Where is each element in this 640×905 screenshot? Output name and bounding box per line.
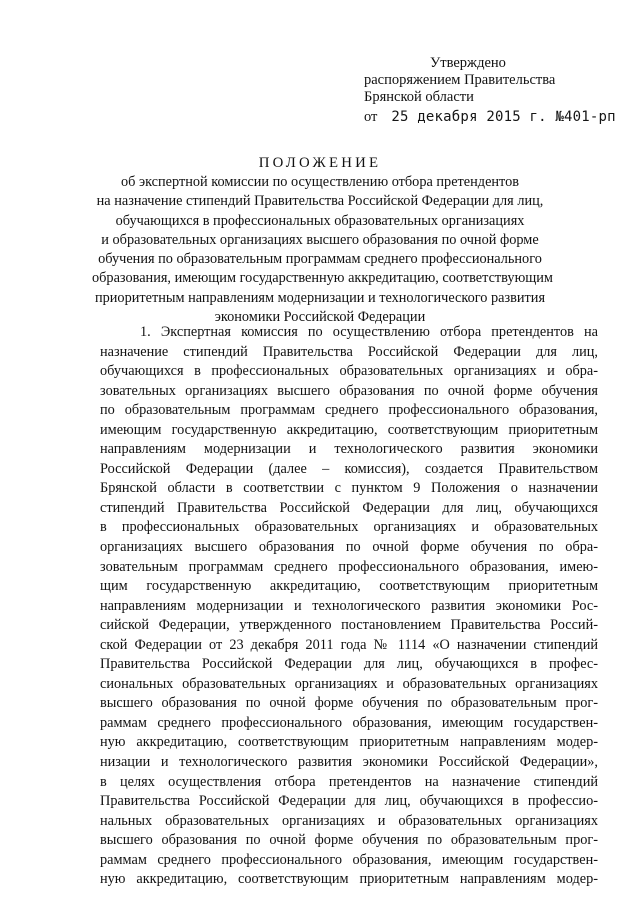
subtitle-line: обучающихся в профессиональных образовательных организациях <box>115 212 525 229</box>
approval-date-line <box>364 109 616 126</box>
body-line: назначение стипендий Правительства Российской Федерации для лиц, <box>100 343 598 360</box>
body-line: сийской Федерации, утвержденного постановлением Правительства Россий- <box>100 617 598 634</box>
body-line: 1. Экспертная комиссия по осуществлению отбора претендентов на <box>140 324 598 340</box>
body-line: Российской Федерации (далее – комиссия), создается Правительством <box>100 460 598 477</box>
approval-date-prefix: от <box>364 109 378 125</box>
body-line: направлениям модернизации и технологического развития экономики <box>100 441 598 458</box>
subtitle-line: на назначение стипендий Правительства Российской Федерации для лиц, <box>96 193 544 210</box>
body-line: щим государственную аккредитацию, соответствующим приоритетным <box>100 578 598 595</box>
subtitle-line: экономики Российской Федерации <box>214 309 426 326</box>
approval-line-region: Брянской области <box>364 89 474 105</box>
body-line: высшего образования по очной форме обучения по образовательным прог- <box>100 832 598 849</box>
body-line: ской Федерации от 23 декабря 2011 года № 1114 «О назначении стипендий <box>100 636 598 653</box>
approval-date-value: 25 декабря 2015 г. №401-рп <box>391 109 616 125</box>
body-line: нальных образовательных организациях и образовательных организациях <box>100 812 598 829</box>
body-line: направлениям модернизации и технологического развития экономики Рос- <box>100 597 598 614</box>
document-title: ПОЛОЖЕНИЕ <box>258 155 382 171</box>
body-line: в целях осуществления отбора претендентов на назначение стипендий <box>100 773 598 790</box>
body-line: в профессиональных образовательных организациях и образовательных <box>100 519 598 536</box>
subtitle-line: об экспертной комиссии по осуществлению отбора претендентов <box>120 174 520 190</box>
document-subtitle <box>92 173 553 327</box>
body-line: зовательных организациях высшего образования по очной форме обучения <box>100 382 598 399</box>
body-line: Правительства Российской Федерации для лиц, обучающихся в профессио- <box>100 793 598 810</box>
subtitle-line: образования, имеющим государственную аккредитацию, соответствующим <box>92 270 553 287</box>
body-line: зовательным программам среднего профессионального образования, имею- <box>100 558 598 575</box>
body-line: стипендий Правительства Российской Федерации для лиц, обучающихся <box>100 499 598 516</box>
body-line: низации и технологического развития экономики Российской Федерации», <box>100 754 598 771</box>
body-line: раммам среднего профессионального образования, имеющим государствен- <box>100 851 598 868</box>
body-paragraph <box>100 323 598 890</box>
body-line: обучающихся в профессиональных образовательных организациях и обра- <box>100 363 598 380</box>
body-line: сиональных образовательных организациях и образовательных организациях <box>100 675 598 692</box>
approval-block <box>364 55 616 126</box>
body-line: ную аккредитацию, соответствующим приоритетным направлениям модер- <box>100 734 598 751</box>
approval-line-order: распоряжением Правительства <box>364 72 556 88</box>
body-line: организациях высшего образования по очной форме обучения по обра- <box>100 539 598 556</box>
subtitle-line: приоритетным направлениям модернизации и технологического развития <box>94 289 546 306</box>
subtitle-line: обучения по образовательным программам среднего профессионального <box>98 251 542 268</box>
body-line: Правительства Российской Федерации для лиц, обучающихся в профес- <box>100 656 598 673</box>
approval-line-approved: Утверждено <box>430 55 506 71</box>
body-line: высшего образования по очной форме обучения по образовательным прог- <box>100 695 598 712</box>
body-line: ную аккредитацию, соответствующим приоритетным направлениям модер- <box>100 871 598 888</box>
subtitle-line: и образовательных организациях высшего образования по очной форме <box>101 231 539 248</box>
body-line: Брянской области в соответствии с пунктом 9 Положения о назначении <box>100 480 598 497</box>
body-line: имеющим государственную аккредитацию, соответствующим приоритетным <box>100 421 598 438</box>
body-line: раммам среднего профессионального образования, имеющим государствен- <box>100 714 598 731</box>
body-line: по образовательным программам среднего профессионального образования, <box>100 402 598 419</box>
